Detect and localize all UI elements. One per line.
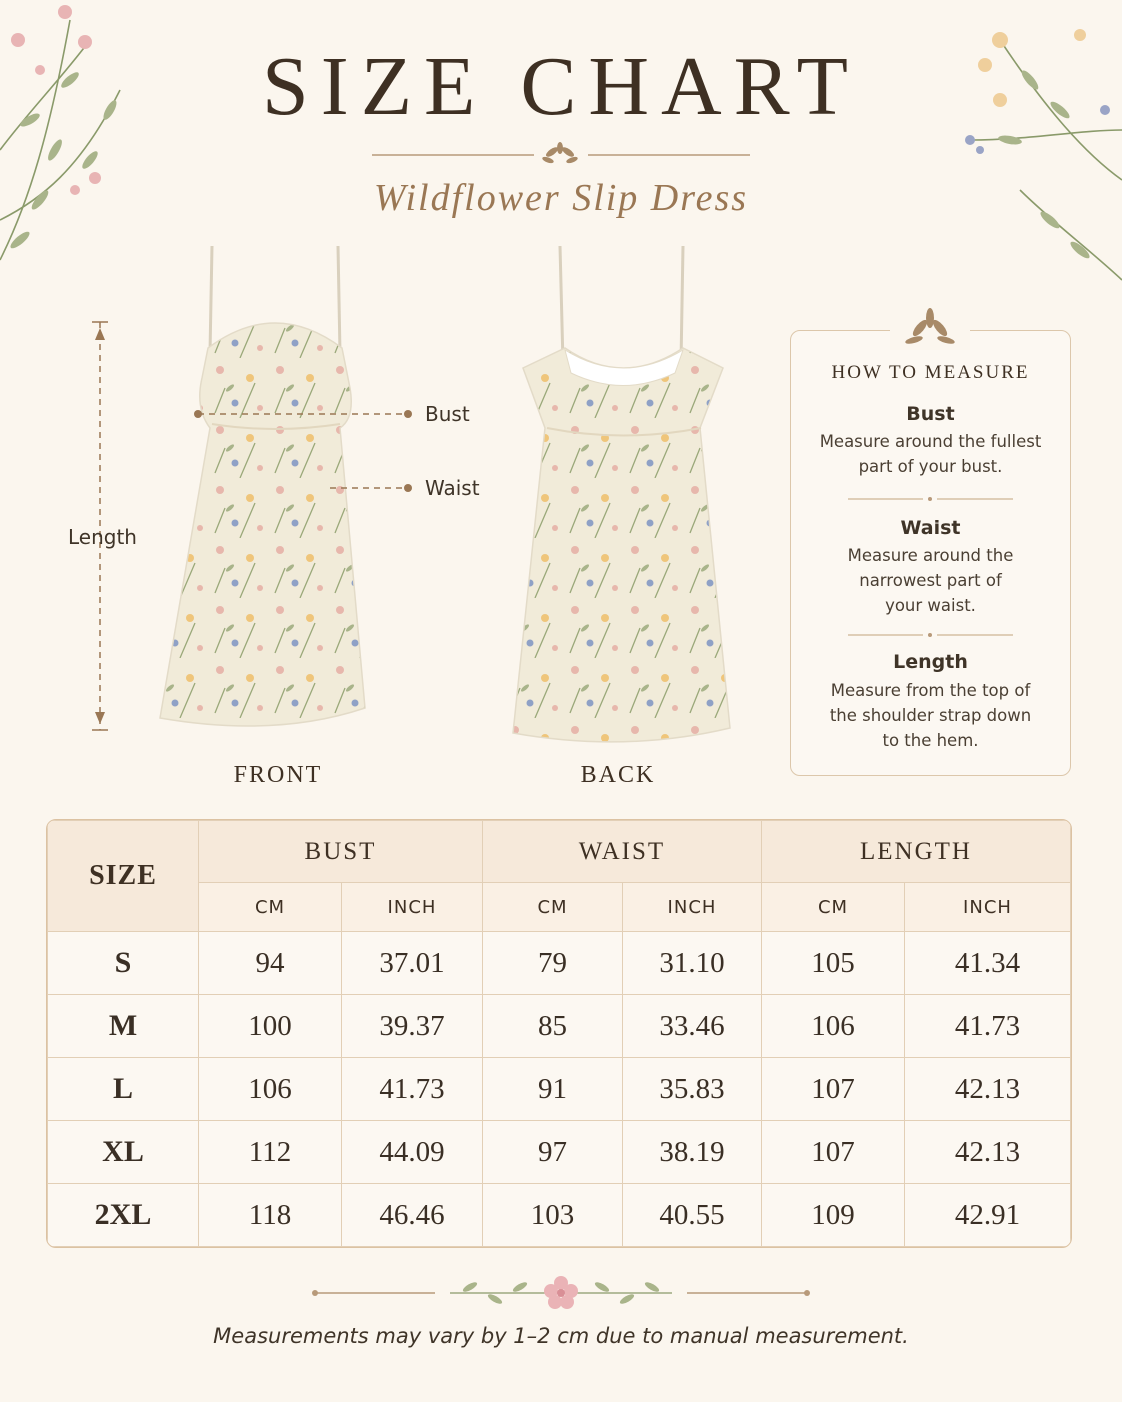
table-cell: 37.01 [342,932,483,995]
table-cell: 91 [483,1058,623,1121]
waist-heading: Waist [900,517,961,539]
unit-header: CM [483,883,623,932]
table-cell: 40.55 [623,1184,762,1247]
divider-dot-icon [848,630,1013,640]
unit-header: CM [199,883,342,932]
length-instructions: Measure from the top of the shoulder strap down to the hem. [829,681,1032,750]
measurement-disclaimer: Measurements may vary by 1–2 cm due to manual measurement. [213,1324,909,1348]
size-cell: L [48,1058,199,1121]
table-cell: 109 [762,1184,905,1247]
front-view-label: FRONT [233,762,323,788]
how-to-measure-title: HOW TO MEASURE [831,362,1030,383]
size-cell: M [48,995,199,1058]
table-cell: 38.19 [623,1121,762,1184]
table-cell: 39.37 [342,995,483,1058]
size-table [46,819,1072,1248]
size-cell: 2XL [48,1184,199,1247]
length-group-header: LENGTH [762,821,1071,883]
table-cell: 103 [483,1184,623,1247]
back-dress-illustration [505,238,745,748]
length-heading: Length [893,651,968,673]
title-divider-sprig-icon [372,140,750,170]
table-cell: 97 [483,1121,623,1184]
unit-header: INCH [623,883,762,932]
table-cell: 41.73 [342,1058,483,1121]
table-cell: 44.09 [342,1121,483,1184]
bust-label: Bust [425,402,470,426]
table-cell: 107 [762,1121,905,1184]
size-cell: XL [48,1121,199,1184]
table-row [48,995,1071,1058]
table-row [48,932,1071,995]
table-cell: 100 [199,995,342,1058]
waist-label: Waist [425,476,480,500]
sprig-icon [890,300,970,350]
bust-instructions: Measure around the fullest part of your bust. [819,432,1042,476]
table-cell: 106 [762,995,905,1058]
unit-header: INCH [342,883,483,932]
table-cell: 46.46 [342,1184,483,1247]
table-cell: 107 [762,1058,905,1121]
table-cell: 35.83 [623,1058,762,1121]
waist-instructions: Measure around the narrowest part of your waist. [847,546,1014,615]
table-cell: 31.10 [623,932,762,995]
table-row [48,1058,1071,1121]
table-cell: 79 [483,932,623,995]
length-label: Length [68,525,137,549]
table-row [48,1121,1071,1184]
bust-group-header: BUST [199,821,483,883]
bust-heading: Bust [906,403,955,425]
table-cell: 112 [199,1121,342,1184]
page-title: SIZE CHART [262,40,860,133]
table-cell: 41.34 [905,932,1071,995]
table-cell: 42.13 [905,1121,1071,1184]
divider-dot-icon [848,494,1013,504]
table-cell: 33.46 [623,995,762,1058]
unit-header: INCH [905,883,1071,932]
table-cell: 118 [199,1184,342,1247]
table-cell: 94 [199,932,342,995]
waist-group-header: WAIST [483,821,762,883]
table-cell: 42.91 [905,1184,1071,1247]
table-cell: 41.73 [905,995,1071,1058]
front-dress-illustration [150,238,400,738]
size-column-header: SIZE [48,821,199,932]
unit-header: CM [762,883,905,932]
table-cell: 42.13 [905,1058,1071,1121]
table-cell: 105 [762,932,905,995]
footer-flower-ornament-icon [310,1268,812,1318]
table-row [48,1184,1071,1247]
product-subtitle: Wildflower Slip Dress [373,177,749,219]
size-cell: S [48,932,199,995]
back-view-label: BACK [580,762,656,788]
table-cell: 106 [199,1058,342,1121]
table-cell: 85 [483,995,623,1058]
